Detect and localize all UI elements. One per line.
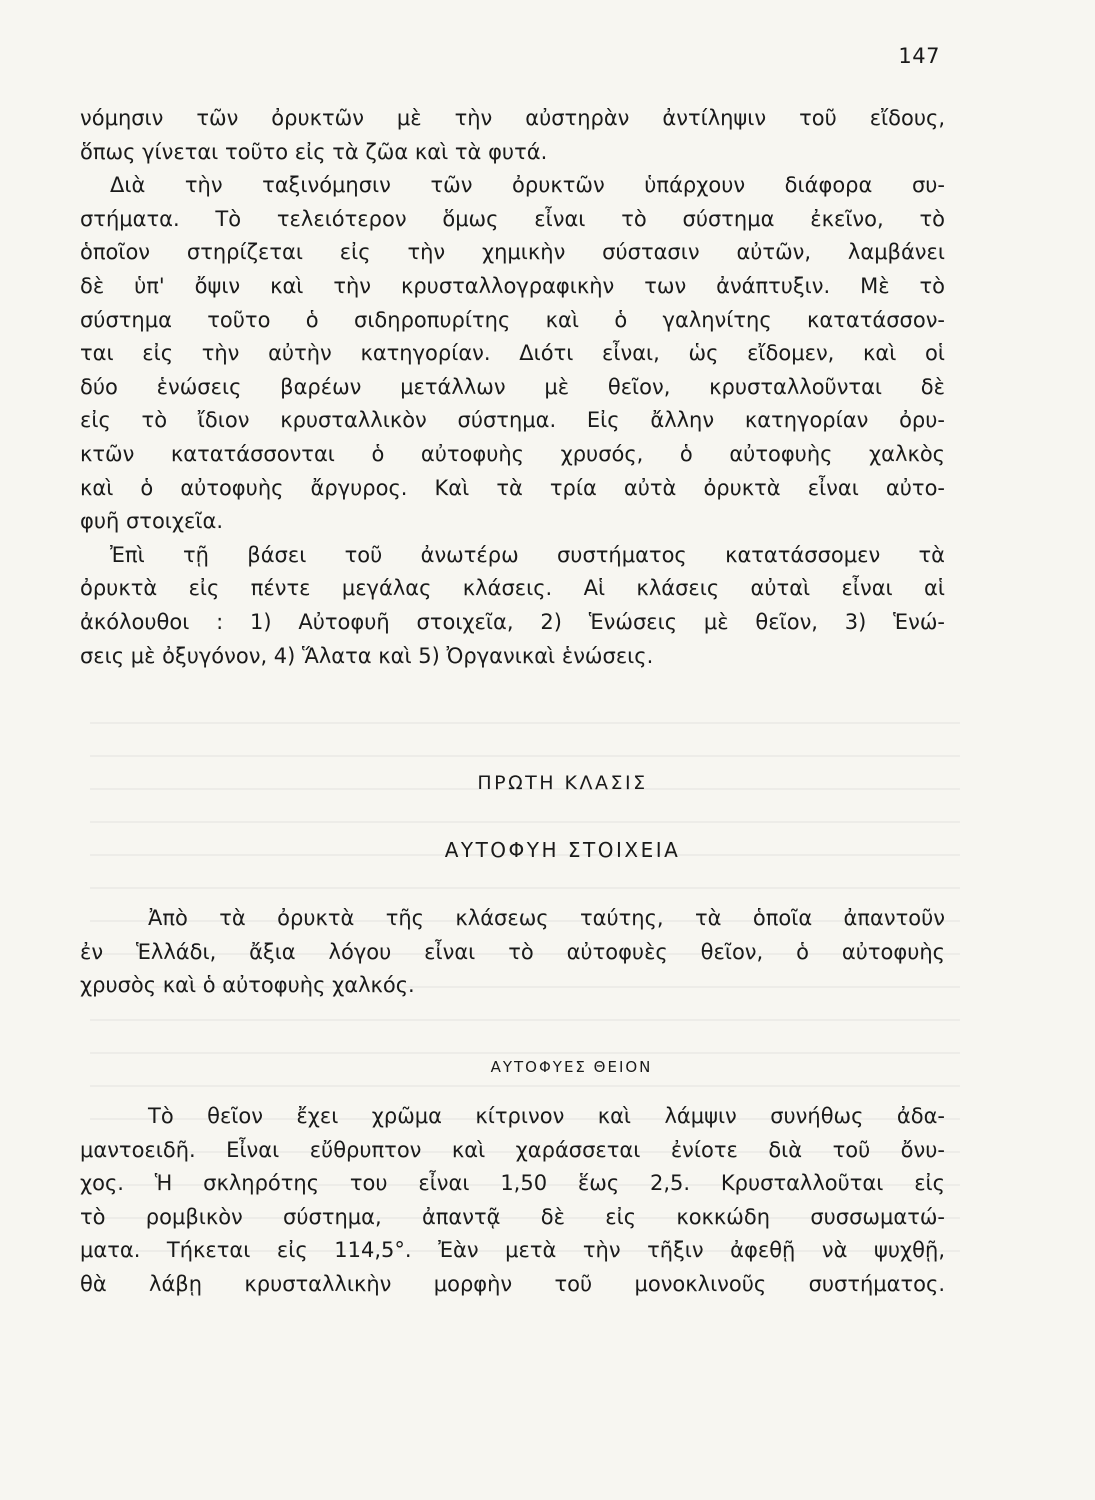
text-line: ὁποῖον στηρίζεται εἰς τὴν χημικὴν σύστασιν αὐτῶν, λαμβάνει <box>80 240 945 265</box>
text-line: δύο ἑνώσεις βαρέων μετάλλων μὲ θεῖον, κρυσταλλοῦνται δὲ <box>80 374 945 399</box>
text-line: ὅπως γίνεται τοῦτο εἰς τὰ ζῶα καὶ τὰ φυτά. <box>80 139 548 164</box>
text-line: ματα. Τήκεται εἰς 114,5°. Ἐὰν μετὰ τὴν τῆξιν ἀφεθῇ νὰ ψυχθῇ, <box>80 1238 945 1263</box>
paragraph-block-native-elements <box>80 902 945 1003</box>
text-line: σεις μὲ ὀξυγόνον, 4) Ἅλατα καὶ 5) Ὀργανικαὶ ἑνώσεις. <box>80 643 654 668</box>
class-subtitle-heading: ΑΥΤΟΦΥΗ ΣΤΟΙΧΕΙΑ <box>444 838 681 862</box>
text-line: μαντοειδῆ. Εἶναι εὔθρυπτον καὶ χαράσσεται ἐνίοτε διὰ τοῦ ὄνυ- <box>80 1137 945 1162</box>
text-line: χρυσὸς καὶ ὁ αὐτοφυὴς χαλκός. <box>80 973 415 998</box>
text-line: ὀρυκτὰ εἰς πέντε μεγάλας κλάσεις. Αἱ κλάσεις αὐταὶ εἶναι αἱ <box>80 576 945 601</box>
text-line: θὰ λάβῃ κρυσταλλικὴν μορφὴν τοῦ μονοκλινοῦς συστήματος. <box>80 1271 945 1296</box>
class-title-heading: ΠΡΩΤΗ ΚΛΑΣΙΣ <box>477 772 648 794</box>
text-line: χος. Ἡ σκληρότης του εἶναι 1,50 ἕως 2,5. Κρυσταλλοῦται εἰς <box>80 1171 945 1196</box>
text-line: κτῶν κατατάσσονται ὁ αὐτοφυὴς χρυσός, ὁ αὐτοφυὴς χαλκὸς <box>80 441 945 466</box>
text-line: Διὰ τὴν ταξινόμησιν τῶν ὀρυκτῶν ὑπάρχουν διάφορα συ- <box>110 173 945 198</box>
text-line: ἀκόλουθοι : 1) Αὐτοφυῆ στοιχεῖα, 2) Ἑνώσεις μὲ θεῖον, 3) Ἑνώ- <box>80 609 945 634</box>
text-line: Ἐπὶ τῇ βάσει τοῦ ἀνωτέρω συστήματος κατατάσσομεν τὰ <box>110 542 945 567</box>
paragraph-block-classification <box>80 102 945 673</box>
text-line: τὸ ρομβικὸν σύστημα, ἀπαντᾷ δὲ εἰς κοκκώδη συσσωματώ- <box>80 1204 945 1229</box>
text-line: Τὸ θεῖον ἔχει χρῶμα κίτρινον καὶ λάμψιν συνήθως ἀδα- <box>148 1104 945 1128</box>
text-line: δὲ ὑπ' ὄψιν καὶ τὴν κρυσταλλογραφικὴν των ἀνάπτυξιν. Μὲ τὸ <box>80 273 945 298</box>
text-line: φυῆ στοιχεῖα. <box>80 509 224 534</box>
paragraph-block-sulfur <box>80 1100 945 1302</box>
text-line: εἰς τὸ ἴδιον κρυσταλλικὸν σύστημα. Εἰς ἄλλην κατηγορίαν ὀρυ- <box>80 408 945 433</box>
text-line: ἐν Ἑλλάδι, ἄξια λόγου εἶναι τὸ αὐτοφυὲς θεῖον, ὁ αὐτοφυὴς <box>80 939 945 964</box>
text-line: στήματα. Τὸ τελειότερον ὅμως εἶναι τὸ σύστημα ἐκεῖνο, τὸ <box>80 206 945 231</box>
text-line: σύστημα τοῦτο ὁ σιδηροπυρίτης καὶ ὁ γαληνίτης κατατάσσον- <box>80 307 945 332</box>
text-line: καὶ ὁ αὐτοφυὴς ἄργυρος. Καὶ τὰ τρία αὐτὰ ὀρυκτὰ εἶναι αὐτο- <box>80 475 945 500</box>
text-line: ται εἰς τὴν αὐτὴν κατηγορίαν. Διότι εἶναι, ὡς εἴδομεν, καὶ οἱ <box>80 341 945 366</box>
page-number: 147 <box>898 44 940 68</box>
text-line: Ἀπὸ τὰ ὀρυκτὰ τῆς κλάσεως ταύτης, τὰ ὁποῖα ἀπαντοῦν <box>148 906 945 930</box>
text-line: νόμησιν τῶν ὀρυκτῶν μὲ τὴν αὐστηρὰν ἀντίληψιν τοῦ εἴδους, <box>80 106 945 130</box>
section-title-heading: ΑΥΤΟΦΥΕΣ ΘΕΙΟΝ <box>490 1058 653 1076</box>
